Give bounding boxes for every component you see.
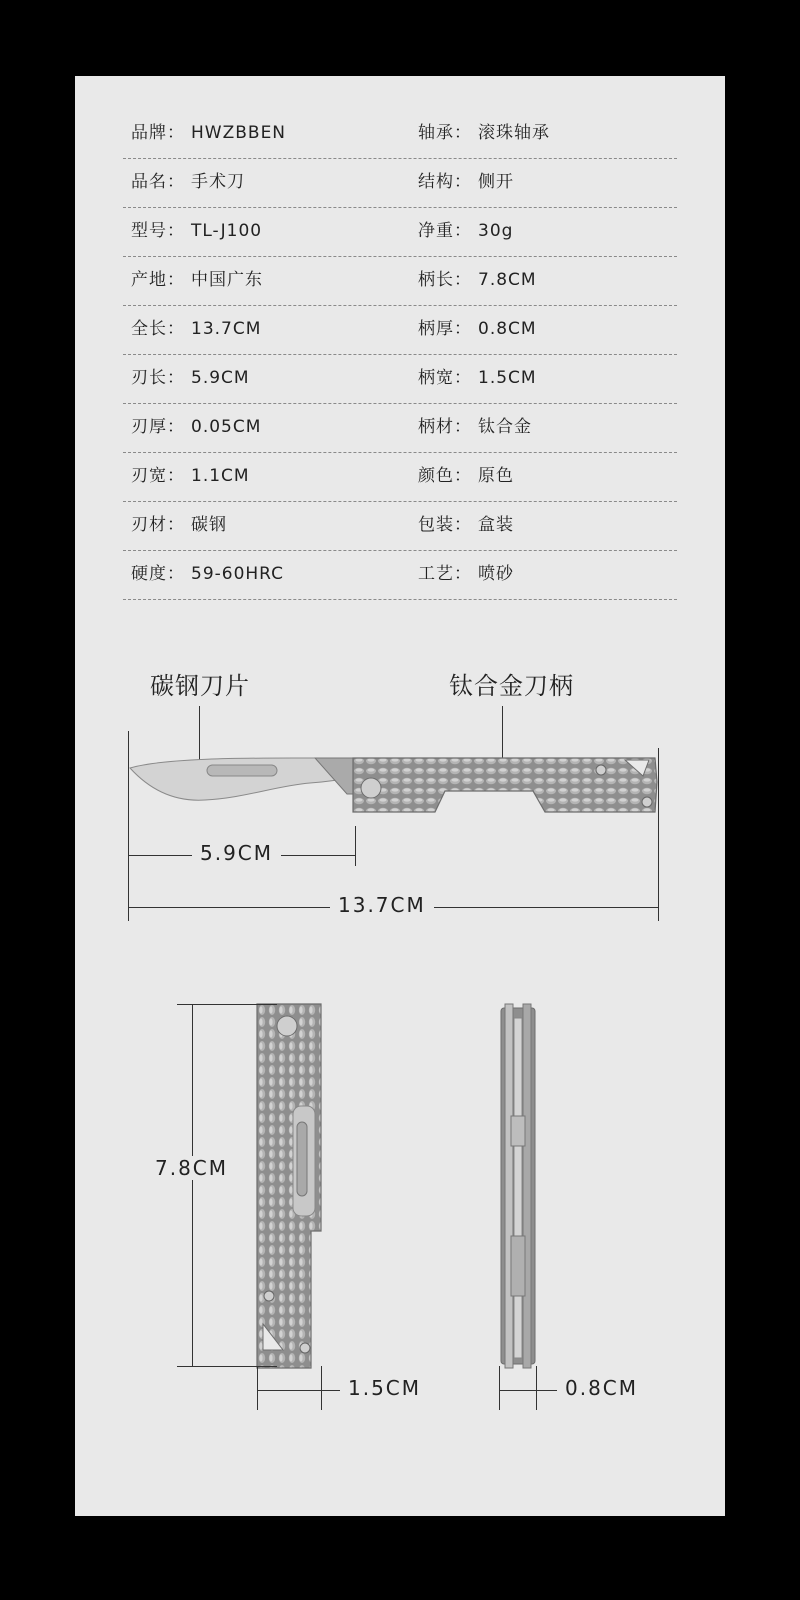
spec-cell	[418, 451, 514, 501]
spec-row	[123, 304, 677, 355]
knife-edge-view	[499, 1004, 539, 1368]
knife-side-view	[125, 746, 665, 826]
spec-value: 0.8CM	[478, 319, 537, 339]
spec-key: 全长：	[131, 319, 185, 339]
spec-row	[123, 500, 677, 551]
spec-key: 刃长：	[131, 368, 185, 388]
spec-cell	[418, 157, 514, 207]
spec-key: 刃厚：	[131, 417, 185, 437]
spec-row	[123, 549, 677, 600]
spec-value: 碳钢	[191, 515, 227, 535]
spec-row	[123, 108, 677, 159]
spec-cell	[131, 353, 250, 403]
width-dim-line	[257, 1390, 347, 1391]
blade-label: 碳钢刀片	[150, 672, 250, 700]
spec-cell	[418, 255, 537, 305]
thickness-dim-line	[499, 1390, 557, 1391]
spec-key: 刃宽：	[131, 466, 185, 486]
spec-cell	[131, 304, 261, 354]
spec-key: 型号：	[131, 221, 185, 241]
handle-width-dimension: 1.5CM	[340, 1376, 429, 1400]
spec-key: 柄宽：	[418, 368, 472, 388]
spec-key: 柄长：	[418, 270, 472, 290]
spec-value: 喷砂	[478, 564, 514, 584]
spec-cell	[418, 304, 537, 354]
spec-cell	[131, 157, 245, 207]
spec-row	[123, 451, 677, 502]
spec-cell	[131, 206, 262, 256]
spec-value: 0.05CM	[191, 417, 262, 437]
knife-front-view	[257, 1004, 323, 1368]
spec-cell	[418, 353, 537, 403]
edge-right-extent	[536, 1366, 537, 1410]
spec-key: 工艺：	[418, 564, 472, 584]
spec-cell	[131, 255, 263, 305]
spec-cell	[418, 549, 514, 599]
spec-value: 中国广东	[191, 270, 263, 290]
spec-value: 原色	[478, 466, 514, 486]
spec-cell	[131, 549, 284, 599]
spec-value: 侧开	[478, 172, 514, 192]
spec-value: 手术刀	[191, 172, 245, 192]
edge-left-extent	[499, 1366, 500, 1410]
spec-key: 包装：	[418, 515, 472, 535]
spec-row	[123, 157, 677, 208]
spec-value: 7.8CM	[478, 270, 537, 290]
spec-cell	[418, 108, 550, 158]
spec-value: 5.9CM	[191, 368, 250, 388]
spec-value: 1.5CM	[478, 368, 537, 388]
spec-value: 盒装	[478, 515, 514, 535]
spec-key: 轴承：	[418, 123, 472, 143]
front-left-extent	[257, 1366, 258, 1410]
front-bottom-line	[177, 1366, 277, 1367]
spec-cell	[418, 206, 513, 256]
left-extent-line	[128, 731, 129, 921]
spec-key: 净重：	[418, 221, 472, 241]
front-height-line	[192, 1004, 193, 1366]
spec-row	[123, 402, 677, 453]
total-length-dimension: 13.7CM	[330, 893, 434, 917]
blade-extent-line	[355, 826, 356, 866]
spec-row	[123, 255, 677, 306]
spec-value: 钛合金	[478, 417, 532, 437]
spec-key: 结构：	[418, 172, 472, 192]
blade-length-dimension: 5.9CM	[192, 841, 281, 865]
spec-value: TL-J100	[191, 221, 263, 241]
spec-key: 颜色：	[418, 466, 472, 486]
spec-cell	[131, 402, 261, 452]
spec-value: 1.1CM	[191, 466, 250, 486]
spec-row	[123, 353, 677, 404]
spec-cell	[131, 108, 286, 158]
spec-key: 柄厚：	[418, 319, 472, 339]
right-extent-line	[658, 748, 659, 921]
spec-cell	[418, 500, 514, 550]
spec-value: 59-60HRC	[191, 564, 285, 584]
spec-value: HWZBBEN	[191, 123, 287, 143]
spec-key: 品牌：	[131, 123, 185, 143]
front-right-extent	[321, 1366, 322, 1410]
spec-panel	[75, 76, 725, 1516]
spec-value: 30g	[478, 221, 514, 241]
spec-key: 品名：	[131, 172, 185, 192]
spec-cell	[418, 402, 532, 452]
spec-value: 滚珠轴承	[478, 123, 550, 143]
spec-value: 13.7CM	[191, 319, 262, 339]
spec-key: 硬度：	[131, 564, 185, 584]
spec-cell	[131, 451, 250, 501]
handle-length-dimension: 7.8CM	[147, 1156, 236, 1180]
spec-row	[123, 206, 677, 257]
spec-key: 柄材：	[418, 417, 472, 437]
spec-key: 刃材：	[131, 515, 185, 535]
spec-cell	[131, 500, 227, 550]
handle-thickness-dimension: 0.8CM	[557, 1376, 646, 1400]
handle-label: 钛合金刀柄	[449, 672, 574, 700]
spec-key: 产地：	[131, 270, 185, 290]
